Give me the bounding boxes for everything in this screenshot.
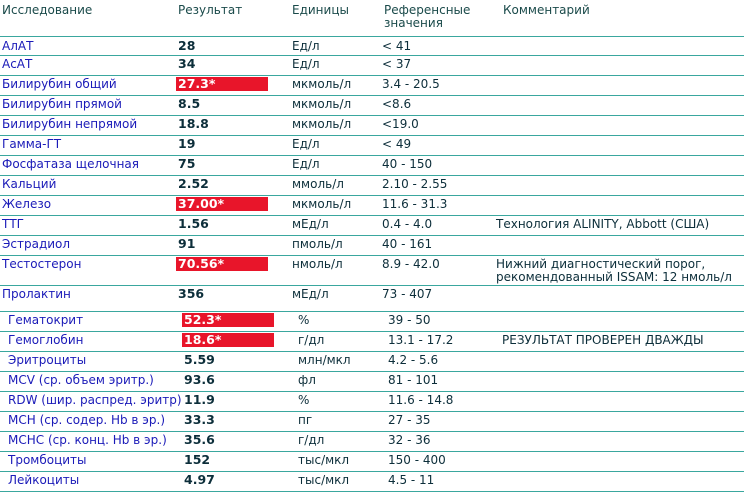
test-name: Фосфатаза щелочная [2, 157, 139, 171]
reference-range: 0.4 - 4.0 [382, 217, 433, 231]
unit: ммоль/л [292, 177, 344, 191]
result-value: 152 [184, 452, 211, 467]
comment: Технология ALINITY, Abbott (США) [496, 217, 710, 231]
result-value: 27.3* [178, 76, 216, 91]
unit: г/дл [298, 333, 325, 347]
reference-range: < 37 [382, 57, 412, 71]
header-result: Результат [178, 3, 243, 17]
result-value: 2.52 [178, 176, 209, 191]
reference-range: 4.2 - 5.6 [388, 353, 439, 367]
reference-range: 11.6 - 31.3 [382, 197, 448, 211]
reference-range: 11.6 - 14.8 [388, 393, 454, 407]
result-value: 18.8 [178, 116, 209, 131]
unit: фл [298, 373, 316, 387]
test-name: Билирубин прямой [2, 97, 122, 111]
row-divider [0, 36, 744, 37]
unit: мЕд/л [292, 287, 329, 301]
unit: тыс/мкл [298, 453, 350, 467]
comment-line2: рекомендованный ISSAM: 12 нмоль/л [496, 270, 732, 284]
test-name: MCV (ср. объем эритр.) [8, 373, 154, 387]
unit: Ед/л [292, 57, 320, 71]
unit: мкмоль/л [292, 97, 352, 111]
unit: Ед/л [292, 39, 320, 53]
row-divider [0, 431, 744, 432]
reference-range: <19.0 [382, 117, 419, 131]
result-value: 33.3 [184, 412, 215, 427]
reference-range: <8.6 [382, 97, 412, 111]
abnormal-flag [182, 313, 274, 327]
comment: РЕЗУЛЬТАТ ПРОВЕРЕН ДВАЖДЫ [502, 333, 704, 347]
test-name: Билирубин общий [2, 77, 117, 91]
unit: % [298, 393, 310, 407]
header-comment: Комментарий [503, 3, 590, 17]
test-name: МСНС (ср. конц. Hb в эр.) [8, 433, 167, 447]
result-value: 52.3* [184, 312, 222, 327]
row-divider [0, 491, 744, 492]
test-name: Билирубин непрямой [2, 117, 138, 131]
test-name: Гамма-ГТ [2, 137, 62, 151]
result-value: 8.5 [178, 96, 201, 111]
result-value: 70.56* [178, 256, 225, 271]
reference-range: 81 - 101 [388, 373, 439, 387]
unit: мкмоль/л [292, 117, 352, 131]
row-divider [0, 195, 744, 196]
test-name: Пролактин [2, 287, 71, 301]
test-name: Кальций [2, 177, 57, 191]
row-divider [0, 235, 744, 236]
row-divider [0, 215, 744, 216]
row-divider [0, 391, 744, 392]
unit: нмоль/л [292, 257, 343, 271]
test-name: АлАТ [2, 39, 34, 53]
result-value: 11.9 [184, 392, 215, 407]
row-divider [0, 115, 744, 116]
comment: Нижний диагностический порог, [496, 257, 706, 271]
unit: мЕд/л [292, 217, 329, 231]
row-divider [0, 311, 744, 312]
unit: % [298, 313, 310, 327]
result-value: 4.97 [184, 472, 215, 487]
row-divider [0, 351, 744, 352]
reference-range: 4.5 - 11 [388, 473, 435, 487]
test-name: RDW (шир. распред. эритр) [8, 393, 182, 407]
result-value: 28 [178, 38, 196, 53]
test-name: Тромбоциты [8, 453, 87, 467]
reference-range: 32 - 36 [388, 433, 431, 447]
unit: Ед/л [292, 157, 320, 171]
row-divider [0, 55, 744, 56]
result-value: 5.59 [184, 352, 215, 367]
abnormal-flag [176, 197, 268, 211]
row-divider [0, 285, 744, 286]
reference-range: 39 - 50 [388, 313, 431, 327]
unit: г/дл [298, 433, 325, 447]
unit: мкмоль/л [292, 197, 352, 211]
result-value: 1.56 [178, 216, 209, 231]
reference-range: 13.1 - 17.2 [388, 333, 454, 347]
result-value: 91 [178, 236, 196, 251]
result-value: 35.6 [184, 432, 215, 447]
reference-range: 40 - 150 [382, 157, 433, 171]
unit: Ед/л [292, 137, 320, 151]
result-value: 18.6* [184, 332, 222, 347]
test-name: Гематокрит [8, 313, 84, 327]
test-name: АсАТ [2, 57, 33, 71]
result-value: 93.6 [184, 372, 215, 387]
row-divider [0, 331, 744, 332]
abnormal-flag [176, 257, 268, 271]
row-divider [0, 255, 744, 256]
header-ref-line1: Референсные [384, 3, 471, 17]
reference-range: 40 - 161 [382, 237, 433, 251]
result-value: 34 [178, 56, 196, 71]
result-value: 37.00* [178, 196, 225, 211]
abnormal-flag [176, 77, 268, 91]
test-name: Тестостерон [2, 257, 82, 271]
test-name: МСН (ср. содер. Hb в эр.) [8, 413, 166, 427]
reference-range: < 49 [382, 137, 412, 151]
row-divider [0, 471, 744, 472]
header-ref-line2: значения [384, 16, 443, 30]
test-name: Гемоглобин [8, 333, 84, 347]
unit: пмоль/л [292, 237, 343, 251]
test-name: Лейкоциты [8, 473, 80, 487]
row-divider [0, 75, 744, 76]
reference-range: 150 - 400 [388, 453, 446, 467]
header-test: Исследование [2, 3, 93, 17]
reference-range: 8.9 - 42.0 [382, 257, 440, 271]
test-name: ТТГ [2, 217, 24, 231]
result-value: 356 [178, 286, 205, 301]
unit: млн/мкл [298, 353, 351, 367]
reference-range: 27 - 35 [388, 413, 431, 427]
reference-range: 3.4 - 20.5 [382, 77, 440, 91]
row-divider [0, 155, 744, 156]
abnormal-flag [182, 333, 274, 347]
row-divider [0, 411, 744, 412]
test-name: Железо [2, 197, 52, 211]
result-value: 75 [178, 156, 196, 171]
row-divider [0, 175, 744, 176]
reference-range: < 41 [382, 39, 412, 53]
unit: пг [298, 413, 313, 427]
reference-range: 2.10 - 2.55 [382, 177, 448, 191]
test-name: Эритроциты [8, 353, 87, 367]
unit: тыс/мкл [298, 473, 350, 487]
header-units: Единицы [292, 3, 349, 17]
row-divider [0, 95, 744, 96]
row-divider [0, 451, 744, 452]
reference-range: 73 - 407 [382, 287, 433, 301]
row-divider [0, 371, 744, 372]
result-value: 19 [178, 136, 196, 151]
row-divider [0, 135, 744, 136]
unit: мкмоль/л [292, 77, 352, 91]
test-name: Эстрадиол [2, 237, 71, 251]
